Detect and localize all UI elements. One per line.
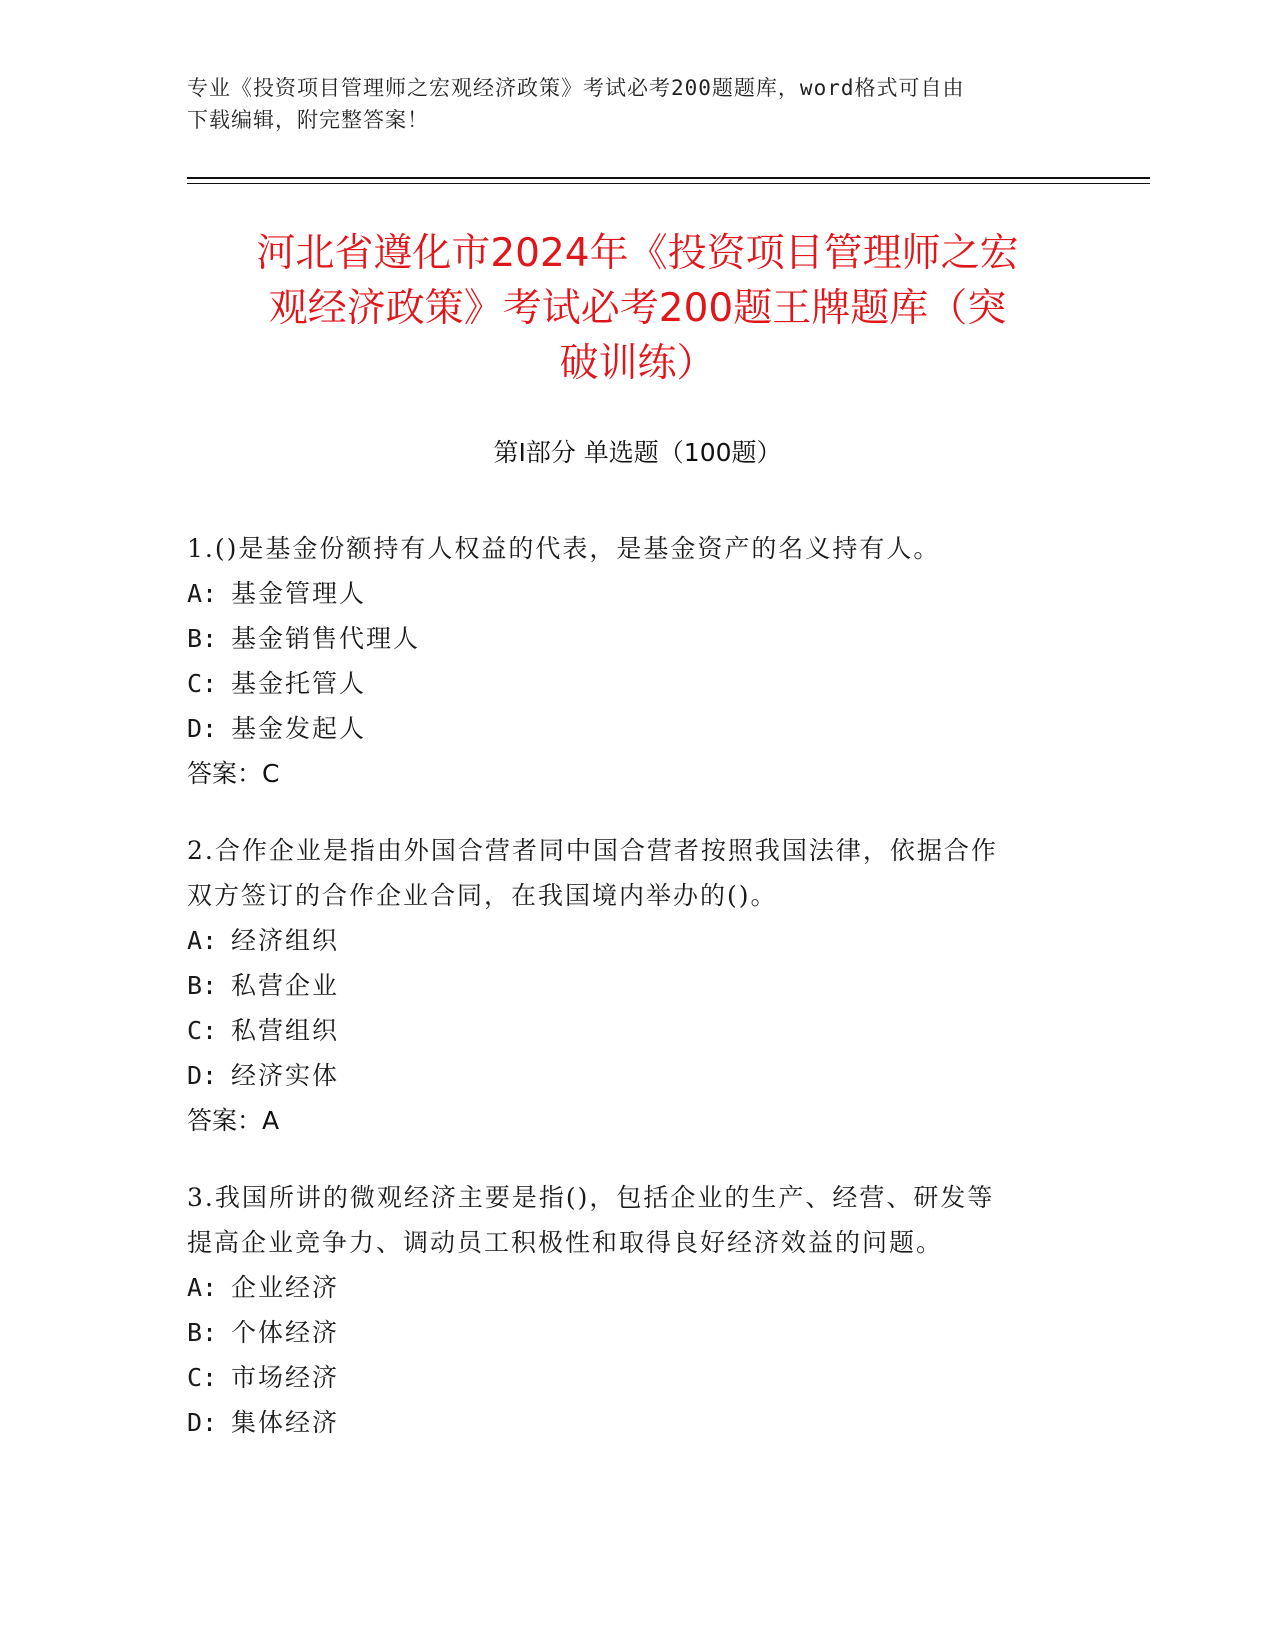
option-letter: A:: [187, 1273, 218, 1302]
question-1-option-c: [187, 661, 1067, 706]
option-letter: C:: [187, 669, 218, 698]
question-3: [187, 1175, 1067, 1445]
header-note-line-1: 专业《投资项目管理师之宏观经济政策》考试必考200题题库，word格式可自由: [187, 76, 965, 100]
option-text: 私营企业: [231, 971, 340, 1000]
question-3-option-d: [187, 1400, 1067, 1445]
question-2-option-a: [187, 918, 1067, 963]
option-text: 基金托管人: [231, 669, 367, 698]
option-letter: D:: [187, 714, 218, 743]
document-title-line-1: 河北省遵化市2024年《投资项目管理师之宏: [256, 231, 1019, 276]
question-3-text-line-2: 提高企业竞争力、调动员工积极性和取得良好经济效益的问题。: [187, 1228, 944, 1257]
question-1-option-b: [187, 616, 1067, 661]
document-title-line-2: 观经济政策》考试必考200题王牌题库（突: [268, 286, 1007, 331]
question-2-text-line-2: 双方签订的合作企业合同，在我国境内举办的()。: [187, 881, 778, 910]
header-note: [187, 72, 1087, 136]
question-1-answer: 答案：C: [187, 759, 280, 788]
question-3-text-line-1: 3.我国所讲的微观经济主要是指()，包括企业的生产、经营、研发等: [187, 1183, 995, 1212]
option-text: 私营组织: [231, 1016, 340, 1045]
question-1-text: 1.()是基金份额持有人权益的代表，是基金资产的名义持有人。: [187, 534, 941, 563]
header-note-line-2: 下载编辑，附完整答案！: [187, 108, 429, 132]
option-letter: A:: [187, 926, 218, 955]
question-1-option-a: [187, 571, 1067, 616]
question-2: [187, 828, 1067, 1143]
option-text: 经济组织: [231, 926, 340, 955]
option-text: 企业经济: [231, 1273, 340, 1302]
question-2-text-line-1: 2.合作企业是指由外国合营者同中国合营者按照我国法律，依据合作: [187, 836, 998, 865]
question-2-answer: 答案：A: [187, 1106, 280, 1135]
question-2-option-c: [187, 1008, 1067, 1053]
option-text: 集体经济: [231, 1408, 340, 1437]
option-letter: D:: [187, 1061, 218, 1090]
option-text: 基金发起人: [231, 714, 367, 743]
question-2-option-b: [187, 963, 1067, 1008]
document-title-line-3: 破训练）: [559, 341, 716, 386]
option-letter: B:: [187, 1318, 218, 1347]
option-text: 基金管理人: [231, 579, 367, 608]
question-3-option-a: [187, 1265, 1067, 1310]
question-list: [187, 526, 1067, 1477]
option-letter: C:: [187, 1016, 218, 1045]
option-text: 基金销售代理人: [231, 624, 421, 653]
option-letter: A:: [187, 579, 218, 608]
header-divider-thick: [187, 177, 1150, 179]
option-text: 个体经济: [231, 1318, 340, 1347]
option-letter: B:: [187, 971, 218, 1000]
question-2-option-d: [187, 1053, 1067, 1098]
header-divider-thin: [187, 183, 1150, 184]
option-text: 市场经济: [231, 1363, 340, 1392]
question-3-option-b: [187, 1310, 1067, 1355]
document-title: [150, 226, 1125, 391]
option-letter: B:: [187, 624, 218, 653]
option-letter: C:: [187, 1363, 218, 1392]
section-title: 第I部分 单选题（100题）: [493, 438, 782, 467]
question-1-option-d: [187, 706, 1067, 751]
question-1: [187, 526, 1067, 796]
option-letter: D:: [187, 1408, 218, 1437]
option-text: 经济实体: [231, 1061, 340, 1090]
question-3-option-c: [187, 1355, 1067, 1400]
